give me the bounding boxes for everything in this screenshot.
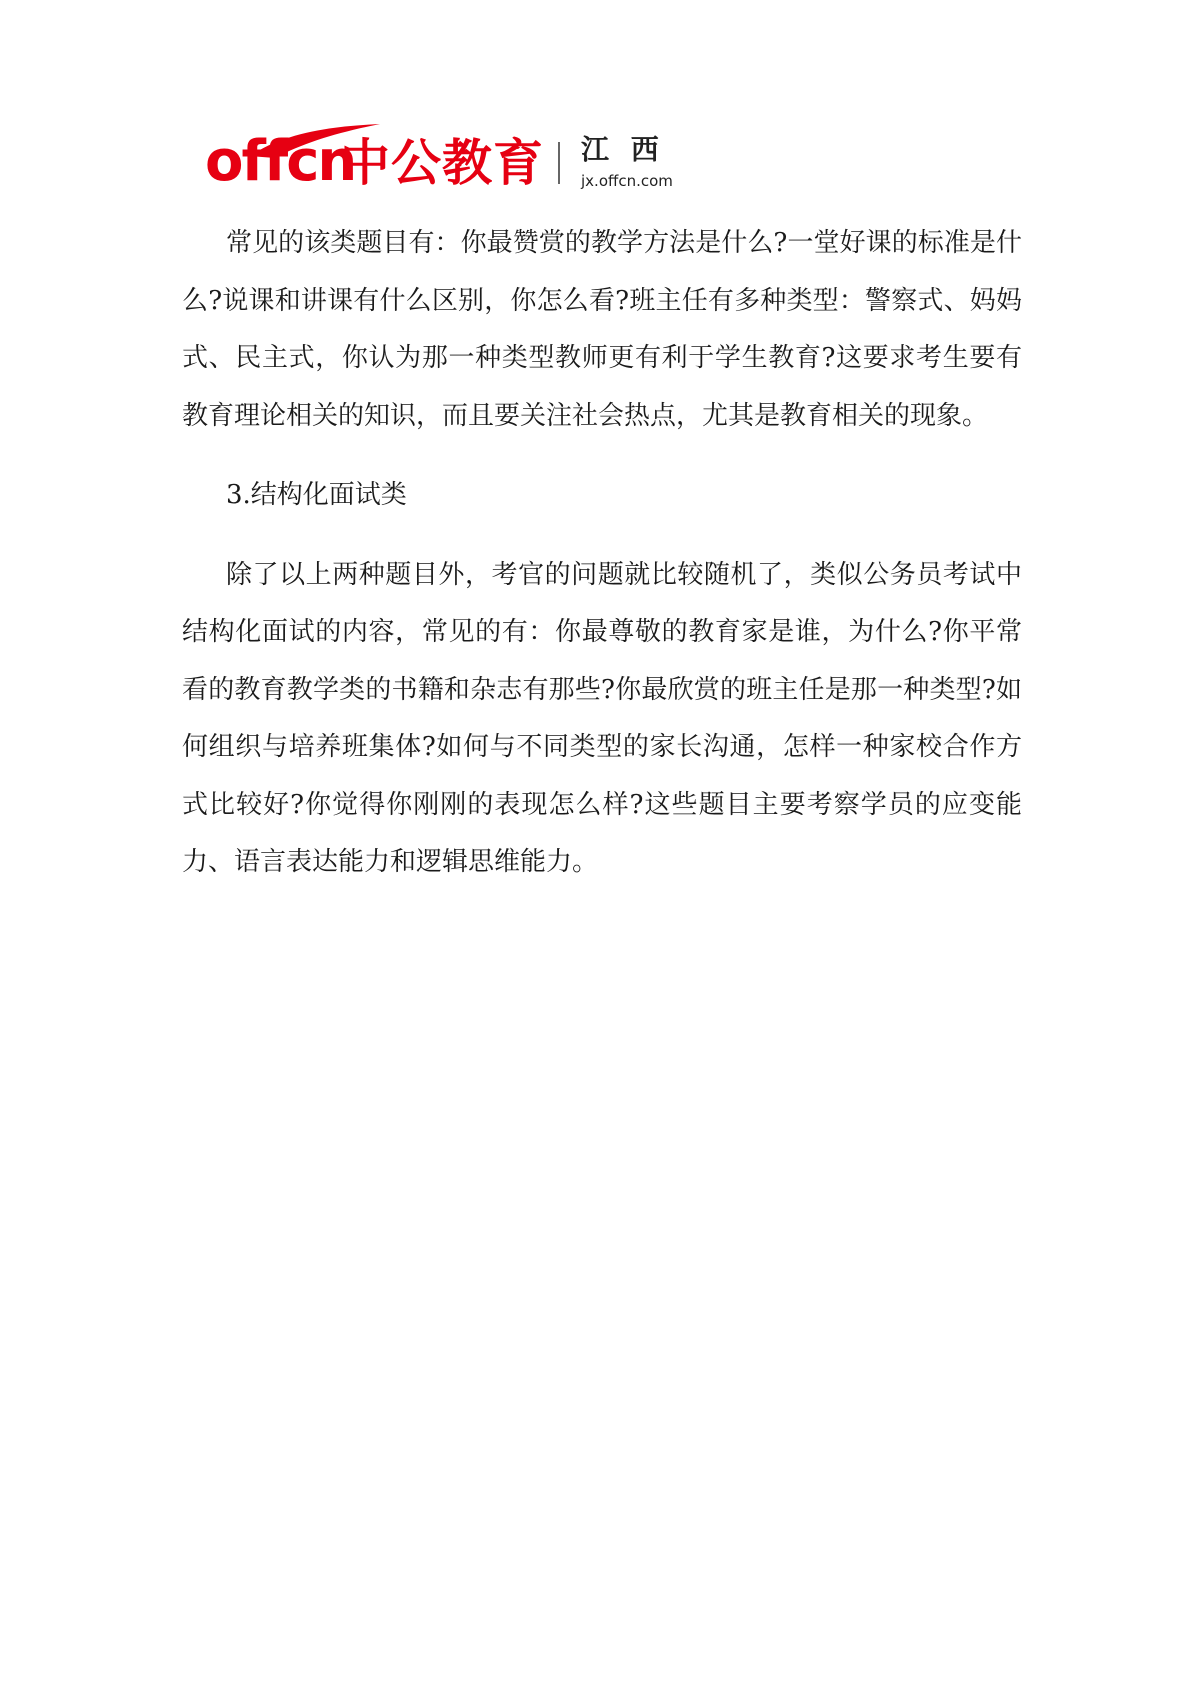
paragraph: 常见的该类题目有：你最赞赏的教学方法是什么?一堂好课的标准是什么?说课和讲课有什么区别，你怎么看?班主任有多种类型：警察式、妈妈式、民主式，你认为那一种类型教师更有利于学生教育?这要求考生要有教育理论相关的知识，而且要关注社会热点，尤其是教育相关的现象。 — [182, 228, 1022, 431]
logo-divider — [558, 142, 560, 184]
paragraph: 除了以上两种题目外，考官的问题就比较随机了，类似公务员考试中结构化面试的内容，常见的有：你最尊敬的教育家是谁，为什么?你平常看的教育教学类的书籍和杂志有那些?你最欣赏的班主任是那一种类型?如何组织与培养班集体?如何与不同类型的家长沟通，怎样一种家校合作方式比较好?你觉得你刚刚的表现怎么样?这些题目主要考察学员的应变能 力、语言表达能力和逻辑思维能力。 — [182, 559, 1022, 877]
logo-site-url: jx.offcn.com — [581, 172, 673, 190]
logo-brand-cn: 中公教育 — [340, 134, 544, 192]
section-heading: 3.结构化面试类 — [226, 480, 407, 510]
document-body — [182, 215, 1022, 892]
logo-region: 江 西 — [581, 133, 665, 166]
offcn-logo — [205, 122, 685, 200]
logo-brand-latin: offcn — [205, 129, 356, 194]
